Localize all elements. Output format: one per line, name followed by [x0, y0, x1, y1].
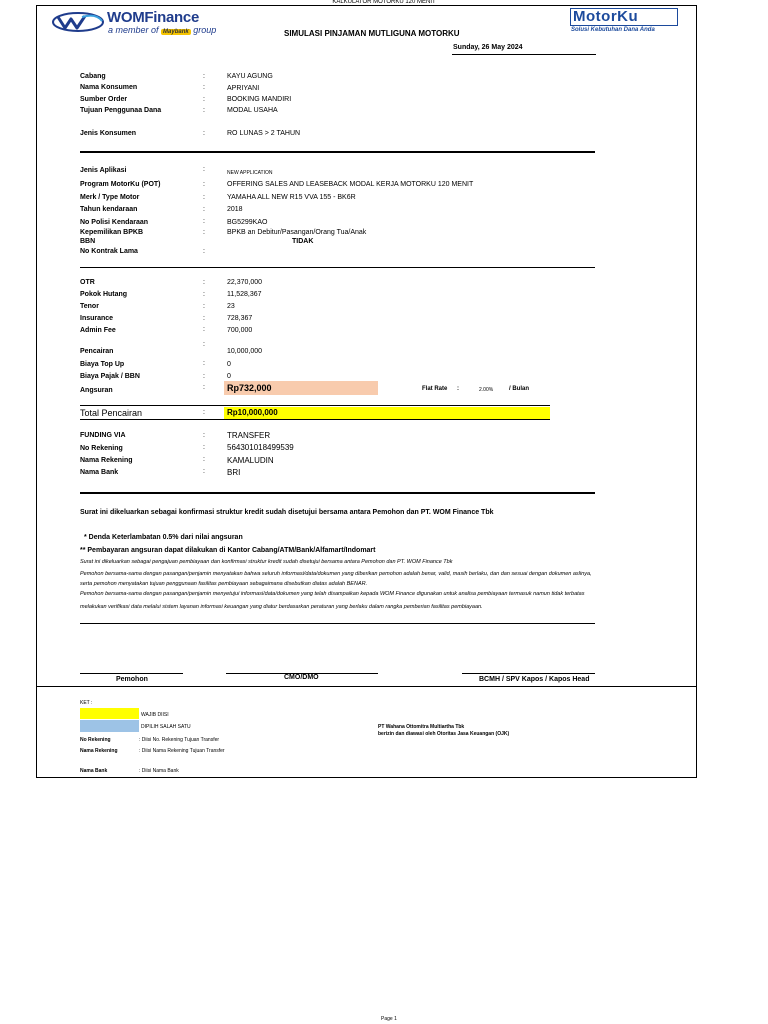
label-merk: Merk / Type Motor	[80, 194, 140, 201]
section-divider	[80, 267, 595, 268]
sep: :	[203, 291, 205, 298]
signature-bcmh: BCMH / SPV Kapos / Kapos Head	[479, 676, 590, 683]
value-admin-fee: 700,000	[227, 327, 253, 334]
note-pembayaran: ** Pembayaran angsuran dapat dilakukan di Kantor Cabang/ATM/Bank/Alfamart/Indomart	[80, 547, 376, 554]
sep: :	[203, 96, 205, 103]
label-biaya-pajak: Biaya Pajak / BBN	[80, 373, 140, 380]
legend-row-value: : Diisi Nama Bank	[139, 768, 179, 774]
value-insurance: 728,367	[227, 315, 253, 322]
value-jenis-aplikasi: NEW APPLICATION	[227, 170, 273, 176]
value-jenis-konsumen: RO LUNAS > 2 TAHUN	[227, 130, 301, 137]
value-bpkb: BPKB an Debitur/Pasangan/Orang Tua/Anak	[227, 229, 367, 236]
sep: :	[203, 229, 205, 236]
label-sumber-order: Sumber Order	[80, 96, 128, 103]
value-biaya-pajak: 0	[227, 373, 231, 380]
value-nama-bank: BRI	[227, 468, 241, 477]
value-pencairan: 10,000,000	[227, 348, 263, 355]
value-merk: YAMAHA ALL NEW R15 VVA 155 - BK6R	[227, 194, 356, 201]
value-angsuran: Rp732,000	[227, 383, 272, 393]
disclaimer-line: melakukan verifikasi data melalui sistem layanan informasi keuangan yang diatur berdasarkan peraturan yang berlaku dalam rangka pemberian fasilitas pembiayaan.	[80, 604, 483, 610]
label-bpkb: Kepemilikan BPKB	[80, 229, 144, 236]
value-tujuan-dana: MODAL USAHA	[227, 107, 278, 114]
label-bbn: BBN	[80, 238, 96, 245]
section-divider	[80, 623, 595, 624]
total-top-border	[80, 405, 550, 406]
wom-finance-logo	[52, 9, 237, 37]
label-nama-konsumen: Nama Konsumen	[80, 84, 138, 91]
label-funding-via: FUNDING VIA	[80, 432, 126, 439]
sep: :	[203, 326, 205, 333]
legend-ket: KET :	[80, 700, 93, 706]
legend-row-label: No Rekening	[80, 737, 111, 743]
disclaimer-line: Pemohon bersama-sama dengan pasangan/penjamin menyetujui informasi/data/dokumen yang telah disampaikan kepada WOM Finance digunakan untuk analisa pembiayaan termasuk namun tidak terbatas	[80, 591, 585, 597]
label-pencairan: Pencairan	[80, 348, 114, 355]
wom-swoosh-icon	[52, 11, 104, 33]
legend-wajib: WAJIB DIISI	[141, 712, 169, 718]
signature-pemohon: Pemohon	[116, 676, 148, 683]
value-program: OFFERING SALES AND LEASEBACK MODAL KERJA MOTORKU 120 MENIT	[227, 181, 474, 188]
label-no-rekening: No Rekening	[80, 445, 123, 452]
signature-cmo: CMO/DMO	[284, 674, 319, 681]
sep: :	[203, 194, 205, 201]
legend-row-label: Nama Bank	[80, 768, 108, 774]
value-nama-konsumen: APRIYANI	[227, 85, 260, 92]
label-biaya-top-up: Biaya Top Up	[80, 361, 125, 368]
company-ojk: berizin dan diawasi oleh Otoritas Jasa Keuangan (OJK)	[378, 731, 510, 737]
value-pokok-hutang: 11,528,367	[227, 291, 262, 298]
sep: :	[203, 360, 205, 367]
value-total-pencairan: Rp10,000,000	[227, 408, 278, 417]
signature-line-pemohon	[80, 673, 183, 674]
label-pokok-hutang: Pokok Hutang	[80, 291, 128, 298]
document-title: SIMULASI PINJAMAN MUTLIGUNA MOTORKU	[284, 29, 460, 38]
label-admin-fee: Admin Fee	[80, 327, 116, 334]
sep: :	[203, 248, 205, 255]
label-angsuran: Angsuran	[80, 387, 113, 394]
legend-row-label: Nama Rekening	[80, 748, 118, 754]
sep: :	[203, 468, 205, 475]
wom-tagline-suffix: group	[193, 25, 217, 35]
sep: :	[203, 303, 205, 310]
note-denda: * Denda Keterlambatan 0.5% dari nilai angsuran	[84, 534, 243, 541]
legend-row-value: : Diisi Nama Rekening Tujuan Transfer	[139, 748, 225, 754]
sep: :	[203, 206, 205, 213]
legend-yellow-swatch	[80, 708, 139, 719]
total-bottom-border	[80, 419, 550, 420]
flat-rate-unit: / Bulan	[509, 386, 530, 392]
label-otr: OTR	[80, 279, 95, 286]
legend-divider	[36, 686, 697, 687]
page-number: Page 1	[381, 1016, 397, 1022]
maybank-badge: Maybank	[163, 29, 189, 35]
label-nama-bank: Nama Bank	[80, 469, 119, 476]
value-cabang: KAYU AGUNG	[227, 73, 273, 80]
label-flat-rate: Flat Rate	[422, 386, 448, 392]
signature-line-bcmh	[462, 673, 595, 674]
document-date: Sunday, 26 May 2024	[453, 44, 523, 51]
label-tujuan-dana: Tujuan Penggunaa Dana	[80, 107, 162, 114]
sep: :	[203, 279, 205, 286]
disclaimer-line: Surat ini dikeluarkan sebagai pengajuan pembiayaan dan konfirmasi struktur kredit sudah disetujui bersama antara Pemohon dan PT. WOM Finance Tbk	[80, 559, 453, 565]
value-otr: 22,370,000	[227, 279, 263, 286]
value-sumber-order: BOOKING MANDIRI	[227, 96, 292, 103]
note-confirm: Surat ini dikeluarkan sebagai konfirmasi struktur kredit sudah disetujui bersama antara Pemohon dan PT. WOM Finance Tbk	[80, 509, 494, 516]
sep: :	[203, 84, 205, 91]
section-divider	[80, 151, 595, 153]
label-program: Program MotorKu (POT)	[80, 181, 161, 188]
legend-blue-swatch	[80, 720, 139, 732]
value-bbn: TIDAK	[292, 238, 314, 245]
motorku-logo	[568, 8, 682, 34]
label-cabang: Cabang	[80, 73, 106, 80]
label-tenor: Tenor	[80, 303, 99, 310]
sep: :	[203, 315, 205, 322]
date-underline	[452, 54, 596, 55]
value-biaya-top-up: 0	[227, 361, 231, 368]
sep: :	[203, 130, 205, 137]
label-jenis-aplikasi: Jenis Aplikasi	[80, 167, 127, 174]
legend-row-value: : Diisi No. Rekening Tujuan Transfer	[139, 737, 220, 743]
motorku-brand-text: MotorKu	[573, 8, 639, 25]
label-nama-rekening: Nama Rekening	[80, 457, 133, 464]
flat-rate-sep: :	[457, 386, 459, 392]
sep: :	[203, 432, 205, 439]
label-total-pencairan: Total Pencairan	[80, 408, 143, 418]
value-tahun: 2018	[227, 206, 243, 213]
sep: :	[203, 181, 205, 188]
value-nama-rekening: KAMALUDIN	[227, 456, 274, 465]
sep: :	[203, 341, 205, 348]
label-tahun: Tahun kendaraan	[80, 206, 138, 213]
sep: :	[203, 107, 205, 114]
wom-tagline-prefix: a member of	[108, 25, 159, 35]
section-divider	[80, 492, 595, 494]
motorku-tagline: Solusi Kebutuhan Dana Anda	[571, 27, 655, 33]
wom-brand-text: WOMFinance	[107, 9, 200, 26]
sep: :	[203, 444, 205, 451]
value-polisi: BG5299KAO	[227, 219, 268, 226]
label-polisi: No Polisi Kendaraan	[80, 219, 149, 226]
disclaimer-line: serta pemohon menyatakan tujuan penggunaan fasilitas pembiayaan sebagaimana disebutkan diatas adalah BENAR.	[80, 581, 368, 587]
value-funding-via: TRANSFER	[227, 431, 271, 440]
sep: :	[203, 409, 205, 416]
value-no-rekening: 564301018499539	[227, 443, 294, 452]
sep: :	[203, 166, 205, 173]
value-tenor: 23	[227, 303, 235, 310]
label-jenis-konsumen: Jenis Konsumen	[80, 130, 137, 137]
label-insurance: Insurance	[80, 315, 114, 322]
company-name: PT Wahana Ottomitra Multiartha Tbk	[378, 724, 465, 730]
sep: :	[203, 218, 205, 225]
disclaimer-line: Pemohon bersama-sama dengan pasangan/penjamin menyatakan bahwa seluruh informasi/data/dokumen yang diberikan pemohon adalah benar, valid, masih berlaku, dan dan sesuai dengan dokumen aslinya,	[80, 571, 592, 577]
sep: :	[203, 456, 205, 463]
top-caption: KALKULATOR MOTORKU 120 MENIT	[332, 0, 436, 5]
sep: :	[203, 373, 205, 380]
label-kontrak-lama: No Kontrak Lama	[80, 248, 138, 255]
legend-dipilih: DIPILIH SALAH SATU	[141, 724, 191, 730]
sep: :	[203, 384, 205, 391]
sep: :	[203, 73, 205, 80]
value-flat-rate: 2.00%	[479, 387, 494, 393]
